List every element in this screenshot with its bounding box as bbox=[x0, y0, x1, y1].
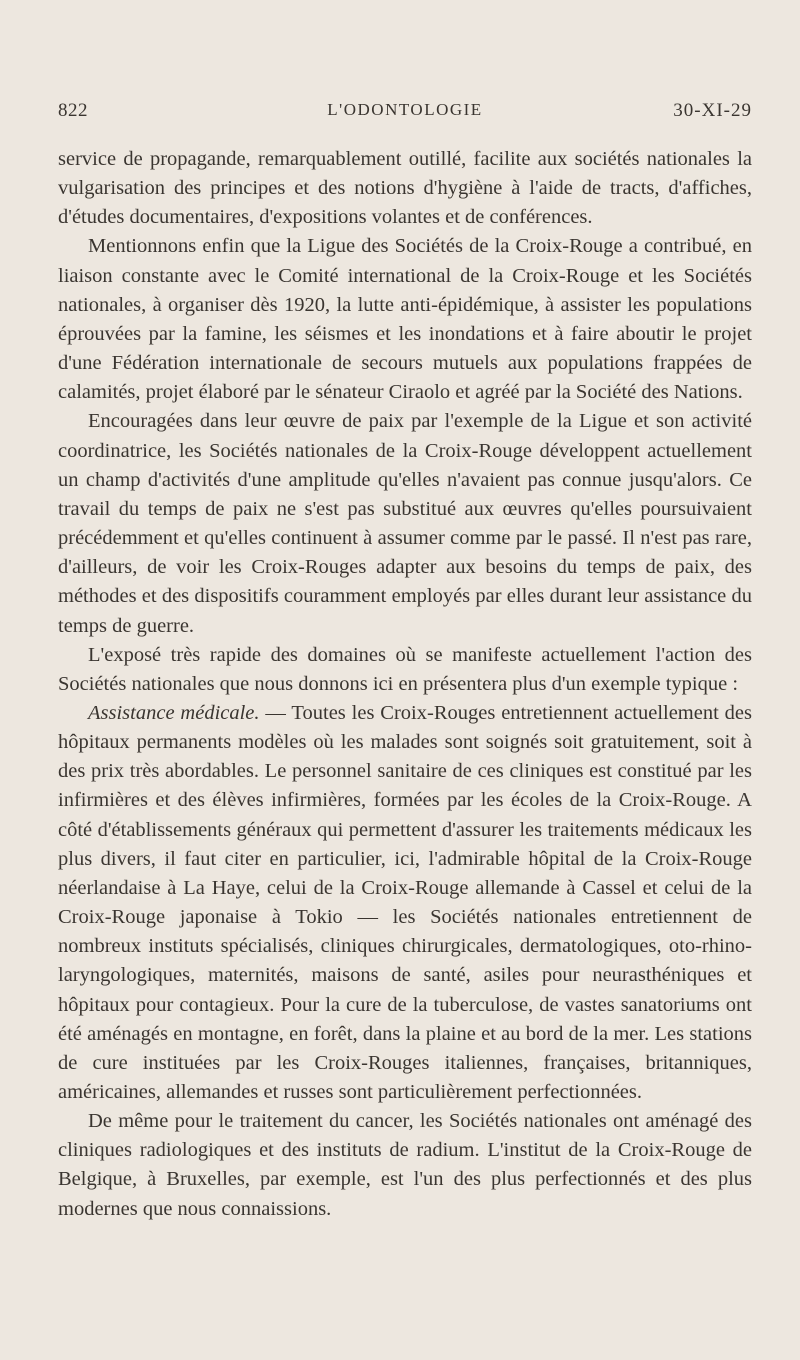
issue-date: 30-XI-29 bbox=[673, 100, 752, 121]
paragraph-league: Mentionnons enfin que la Ligue des Sociétés de la Croix-Rouge a contribué, en liaison constante avec le Comité international de la Croix-Rouge et les Sociétés nationales, à organiser dès 1920, la lutte anti-épidémique, à assister les populations éprouvées par la famine, les séismes et les inondations et à faire aboutir le projet d'une Fédération internationale de secours mutuels aux populations frappées de calamités, projet élaboré par le sénateur Ciraolo et agréé par la Société des Nations. bbox=[58, 235, 752, 404]
paragraph-medical-text: — Toutes les Croix-Rouges entretiennent actuellement des hôpitaux permanents modèles où les malades sont soignés soit gratuitement, soit à des prix très abordables. Le personnel sanitaire de ces cliniques est constitué par les infirmières et des élèves infirmières, formées par les écoles de la Croix-Rouge. A côté d'établissements généraux qui permettent d'assurer les traitements médicaux les plus divers, il faut citer en particulier, ici, l'admirable hôpital de la Croix-Rouge néerlandaise à La Haye, celui de la Croix-Rouge allemande à Cassel et celui de la Croix-Rouge japonaise à Tokio — les Sociétés nationales entretiennent de nombreux instituts spécialisés, cliniques chirurgicales, dermatologiques, oto-rhino-laryngologiques, maternités, maisons de santé, asiles pour neurasthéniques et hôpitaux pour contagieux. Pour la cure de la tuberculose, de vastes sanatoriums ont été aménagés en montagne, en forêt, dans la plaine et au bord de la mer. Les stations de cure instituées par les Croix-Rouges italiennes, françaises, britanniques, américaines, allemandes et russes sont particulièrement perfectionnées. bbox=[58, 701, 752, 1103]
running-header bbox=[58, 100, 752, 130]
paragraph-peace-work: Encouragées dans leur œuvre de paix par l'exemple de la Ligue et son activité coordinatrice, les Sociétés nationales de la Croix-Rouge développent actuellement un champ d'activités d'une amplitude qu'elles n'avaient pas connue jusqu'alors. Ce travail du temps de paix ne s'est pas substitué aux œuvres qu'elles poursuivaient précédemment et qu'elles continuent à assumer comme par le passé. Il n'est pas rare, d'ailleurs, de voir les Croix-Rouges adapter aux besoins du temps de paix, des méthodes et des dispositifs couramment employés par elles durant leur assistance du temps de guerre. bbox=[58, 410, 752, 637]
paragraph-cancer: De même pour le traitement du cancer, les Sociétés nationales ont aménagé des cliniques radiologiques et des instituts de radium. L'institut de la Croix-Rouge de Belgique, à Bruxelles, par exemple, est l'un des plus perfectionnés et des plus modernes que nous connaissions. bbox=[58, 1110, 752, 1220]
paragraph-overview: L'exposé très rapide des domaines où se manifeste actuellement l'action des Sociétés nationales que nous donnons ici en présentera plus d'un exemple typique : bbox=[58, 643, 752, 695]
body-text bbox=[58, 145, 752, 1224]
page-number: 822 bbox=[58, 100, 88, 121]
section-heading-italic: Assistance médicale. bbox=[88, 701, 260, 724]
running-title: L'ODONTOLOGIE bbox=[327, 100, 483, 119]
paragraph-propaganda: service de propagande, remarquablement outillé, facilite aux sociétés nationales la vulgarisation des principes et des notions d'hygiène à l'aide de tracts, d'affiches, d'études documentaires, d'expositions volantes et de conférences. bbox=[58, 148, 752, 229]
paragraph-medical-assistance bbox=[58, 699, 752, 1107]
